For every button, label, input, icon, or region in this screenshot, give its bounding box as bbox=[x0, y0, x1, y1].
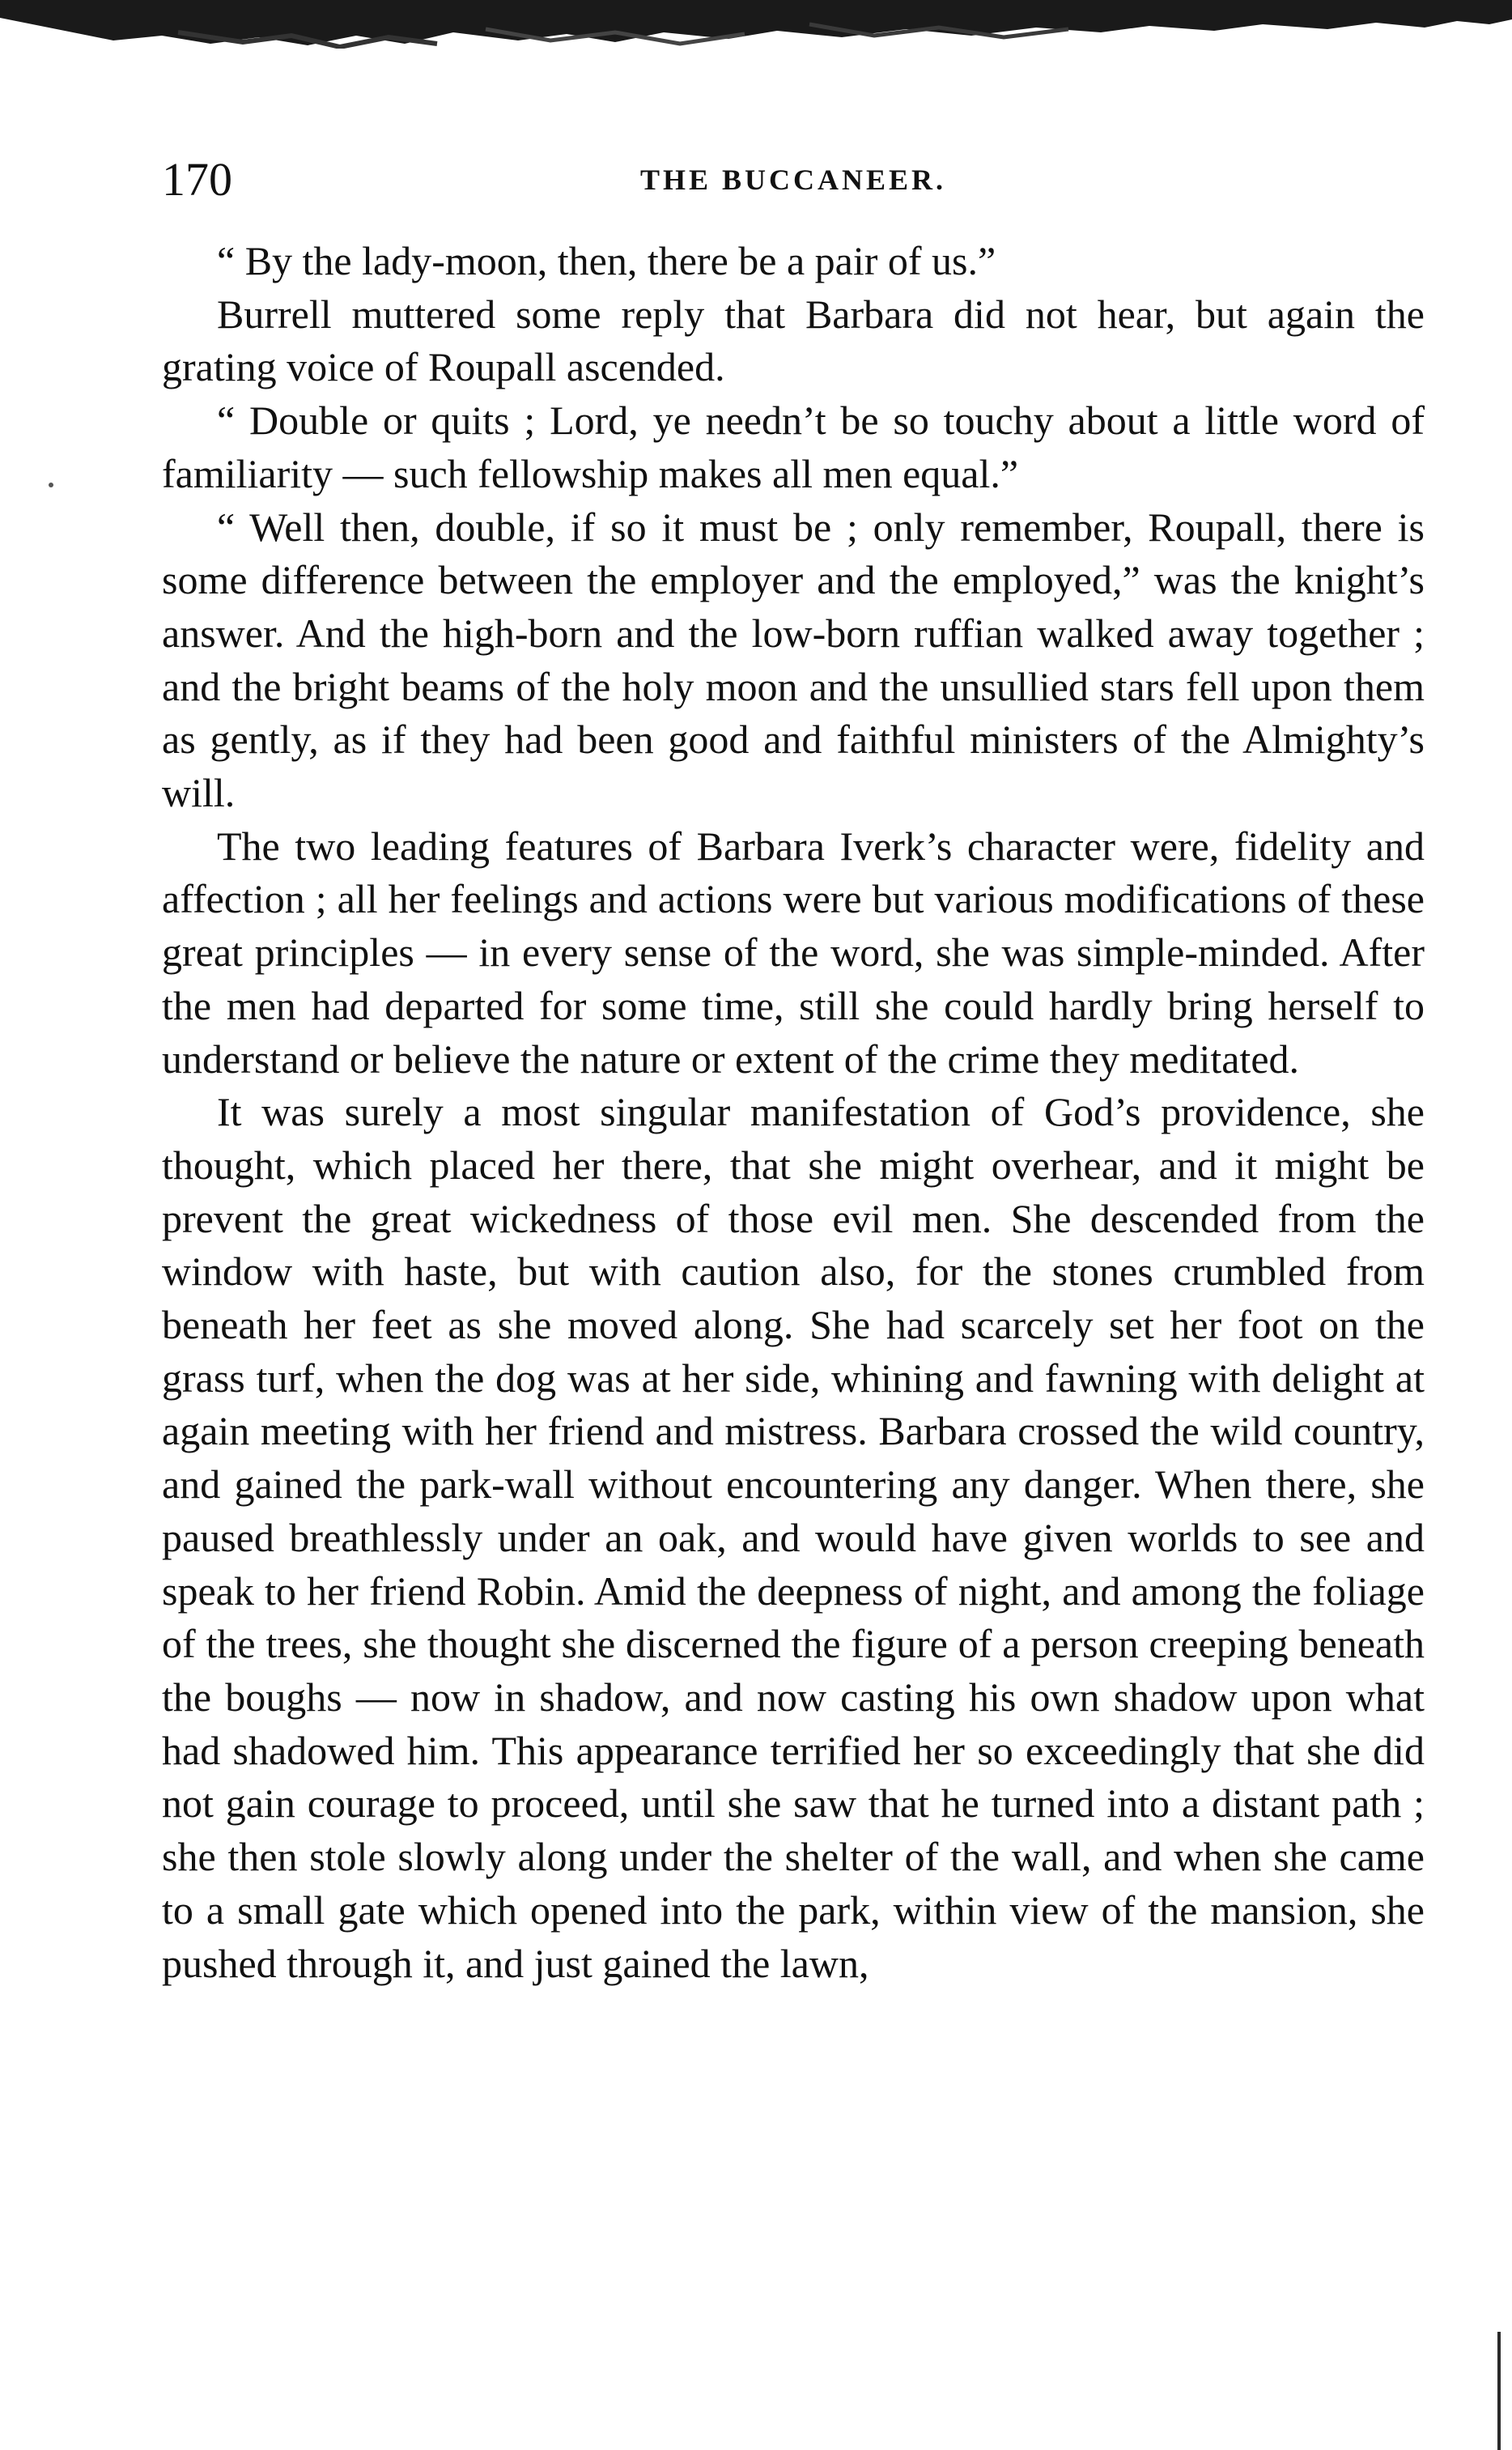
paragraph-knights-answer: “ Well then, double, if so it must be ; only remember, Roupall, there is some difference between the employer and the employed,” was the knight’s answer. And the high-born and the low-born ruffian walked away together ; and the bright beams of the holy moon and the unsullied stars fell upon them as gently, as if they had been good and faithful ministers of the Almighty’s will. bbox=[162, 504, 1425, 816]
running-head bbox=[162, 147, 1425, 212]
paragraph-providence: It was surely a most singular manifestation of God’s providence, she thought, which placed her there, that she might overhear, and it might be prevent the great wickedness of those evil men. She descended from the window with haste, but with caution also, for the stones crumbled from beneath her feet as she moved along. She had scarcely set her foot on the grass turf, when the dog was at her side, whining and fawning with delight at again meeting with her friend and mistress. Barbara crossed the wild country, and gained the park-wall without encountering any danger. When there, she paused breathlessly under an oak, and would have given worlds to see and speak to her friend Robin. Amid the deepness of night, and among the foliage of the trees, she thought she discerned the figure of a person creeping beneath the boughs — now in shadow, and now casting his own shadow upon what had shadowed him. This appearance terrified her so exceedingly that she did not gain courage to proceed, until she saw that he turned into a distant path ; she then stole slowly along under the shelter of the wall, and when she came to a small gate which opened into the park, within view of the mansion, she pushed through it, and just gained the lawn, bbox=[162, 1089, 1425, 1986]
paragraph-double-or-quits: “ Double or quits ; Lord, ye needn’t be so touchy about a little word of familiarity — such fellowship makes all men equal.” bbox=[162, 398, 1425, 496]
damaged-top-edge bbox=[0, 0, 1512, 49]
page-edge-rule bbox=[1497, 2332, 1501, 2450]
body-text bbox=[162, 235, 1425, 1990]
running-title: THE BUCCANEER. bbox=[639, 164, 947, 196]
page-number: 170 bbox=[162, 153, 232, 206]
paragraph-burrell-muttered: Burrell muttered some reply that Barbara did not hear, but again the grating voice of Roupall ascended. bbox=[162, 291, 1425, 390]
paragraph-dialogue-lady-moon: “ By the lady-moon, then, there be a pair of us.” bbox=[217, 238, 996, 283]
torn-page-edge-artwork bbox=[0, 0, 1512, 49]
paragraph-barbara-character: The two leading features of Barbara Iverk’s character were, fidelity and affection ; all her feelings and actions were but various modifications of these great principles — in every sense of the word, she was simple-minded. After the men had departed for some time, still she could hardly bring herself to understand or believe the nature or extent of the crime they meditated. bbox=[162, 823, 1425, 1082]
margin-speck bbox=[49, 483, 53, 487]
